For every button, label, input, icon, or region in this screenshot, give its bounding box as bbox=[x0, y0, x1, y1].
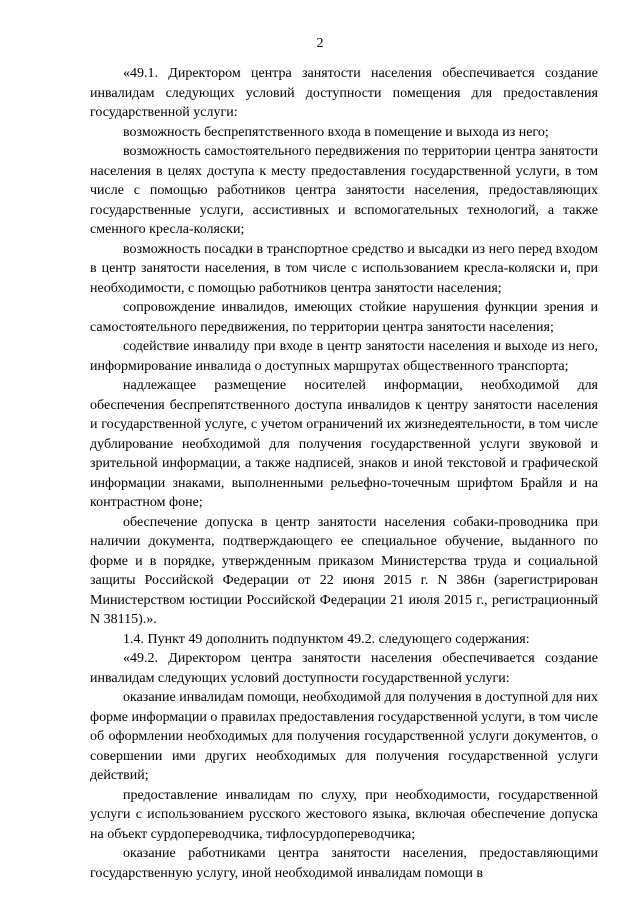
paragraph-vehicle-boarding: возможность посадки в транспортное средство и высадки из него перед входом в центр занятости населения, в том числе с использованием кресла-коляски и, при необходимости, с помощью работников центра занятости населения; bbox=[90, 241, 598, 296]
paragraph-49-1-intro: «49.1. Директором центра занятости населения обеспечивается создание инвалидам следующих условий доступности помещения для предоставления государственной услуги: bbox=[90, 66, 598, 120]
paragraph-help-information: оказание инвалидам помощи, необходимой для получения в доступной для них форме информации о правилах предоставления государственной услуги, в том числе об оформлении необходимых для получения государственной услуги документов, о совершении ими других необходимых для получения государственной услуги действий; bbox=[90, 690, 598, 783]
paragraph-escort: сопровождение инвалидов, имеющих стойкие нарушения функции зрения и самостоятельного передвижения, по территории центра занятости населения; bbox=[90, 300, 598, 335]
page-number: 2 bbox=[316, 36, 324, 51]
paragraph-guide-dog: обеспечение допуска в центр занятости населения собаки-проводника при наличии документа, подтверждающего ее специальное обучение, выданного по форме и в порядке, утвержденным приказом Министерства труда и социальной защиты Российской Федерации от 22 июня 2015 г. N 386н (зарегистрирован Министерством юстиции Российской Федерации 21 июля 2015 г., регистрационный N 38115).». bbox=[90, 514, 598, 627]
paragraph-assistance-transport: содействие инвалиду при входе в центр занятости населения и выходе из него, информирование инвалида о доступных маршрутах общественного транспорта; bbox=[90, 339, 598, 374]
paragraph-staff-assistance: оказание работниками центра занятости населения, предоставляющими государственную услугу, иной необходимой инвалидам помощи в bbox=[90, 846, 598, 881]
paragraph-item-1-4: 1.4. Пункт 49 дополнить подпунктом 49.2. следующего содержания: bbox=[123, 631, 530, 647]
paragraph-entrance-exit: возможность беспрепятственного входа в помещение и выхода из него; bbox=[123, 124, 549, 140]
paragraph-sign-language: предоставление инвалидам по слуху, при необходимости, государственной услуги с использованием русского жестового языка, включая обеспечение допуска на объект сурдопереводчика, тифлосурдопереводчика; bbox=[90, 787, 598, 842]
paragraph-information-placement: надлежащее размещение носителей информации, необходимой для обеспечения беспрепятственного доступа инвалидов к центру занятости населения и государственной услуге, с учетом ограничений их жизнедеятельности, в том числе дублирование необходимой для получения государственной услуги звуковой и зрительной информации, а также надписей, знаков и иной текстовой и графической информации знаками, выполненными рельефно-точечным шрифтом Брайля и на контрастном фоне; bbox=[90, 378, 598, 510]
paragraph-independent-movement: возможность самостоятельного передвижения по территории центра занятости населения в целях доступа к месту предоставления государственной услуги, в том числе с помощью работников центра занятости населения, предоставляющих государственные услуги, ассистивных и вспомогательных технологий, а также сменного кресла-коляски; bbox=[90, 144, 598, 237]
document-body bbox=[90, 64, 598, 883]
paragraph-49-2-intro: «49.2. Директором центра занятости населения обеспечивается создание инвалидам следующих условий доступности государственной услуги: bbox=[90, 651, 598, 686]
